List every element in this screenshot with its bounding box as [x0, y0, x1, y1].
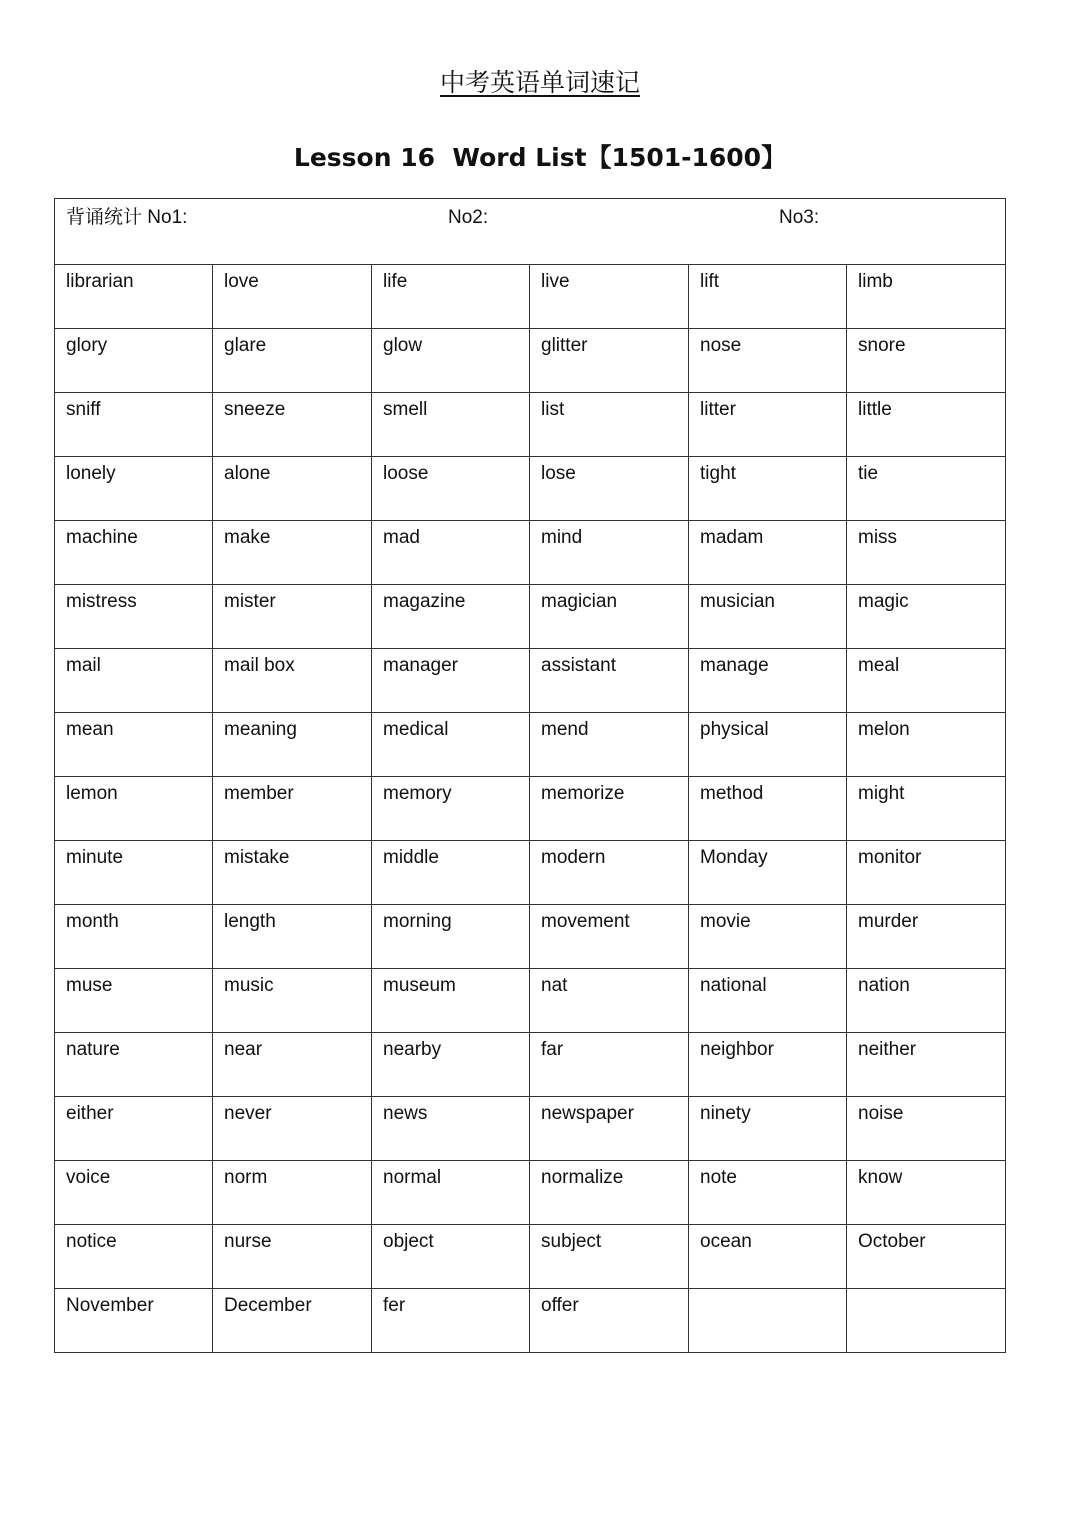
- word-cell: muse: [55, 969, 213, 1033]
- word-cell: notice: [55, 1225, 213, 1289]
- word-cell: newspaper: [530, 1097, 689, 1161]
- word-cell: monitor: [847, 841, 1006, 905]
- word-row: [55, 1289, 1006, 1353]
- word-cell: Monday: [689, 841, 847, 905]
- word-cell: subject: [530, 1225, 689, 1289]
- word-cell: normal: [372, 1161, 530, 1225]
- word-cell: little: [847, 393, 1006, 457]
- word-row: [55, 585, 1006, 649]
- word-cell: museum: [372, 969, 530, 1033]
- word-row: [55, 265, 1006, 329]
- word-cell: length: [213, 905, 372, 969]
- stats-label-no1: 背诵统计 No1:: [66, 207, 188, 228]
- word-cell: miss: [847, 521, 1006, 585]
- word-cell: never: [213, 1097, 372, 1161]
- word-cell: mind: [530, 521, 689, 585]
- stats-row: [55, 199, 1006, 265]
- word-cell: near: [213, 1033, 372, 1097]
- word-cell: neither: [847, 1033, 1006, 1097]
- word-cell: magic: [847, 585, 1006, 649]
- word-cell: madam: [689, 521, 847, 585]
- word-cell: love: [213, 265, 372, 329]
- word-table: [54, 198, 1006, 1353]
- word-row: [55, 841, 1006, 905]
- word-row: [55, 905, 1006, 969]
- word-cell: physical: [689, 713, 847, 777]
- word-cell: mad: [372, 521, 530, 585]
- word-cell: tie: [847, 457, 1006, 521]
- word-cell: November: [55, 1289, 213, 1353]
- word-cell: movement: [530, 905, 689, 969]
- word-cell: [689, 1289, 847, 1353]
- word-cell: middle: [372, 841, 530, 905]
- word-cell: tight: [689, 457, 847, 521]
- word-cell: mistress: [55, 585, 213, 649]
- word-cell: know: [847, 1161, 1006, 1225]
- word-cell: assistant: [530, 649, 689, 713]
- word-cell: glow: [372, 329, 530, 393]
- word-cell: mail box: [213, 649, 372, 713]
- word-cell: nearby: [372, 1033, 530, 1097]
- word-cell: morning: [372, 905, 530, 969]
- word-cell: medical: [372, 713, 530, 777]
- word-cell: sneeze: [213, 393, 372, 457]
- word-cell: ocean: [689, 1225, 847, 1289]
- word-cell: December: [213, 1289, 372, 1353]
- word-cell: lonely: [55, 457, 213, 521]
- word-cell: memory: [372, 777, 530, 841]
- word-cell: far: [530, 1033, 689, 1097]
- word-row: [55, 649, 1006, 713]
- word-cell: glitter: [530, 329, 689, 393]
- word-cell: litter: [689, 393, 847, 457]
- word-cell: voice: [55, 1161, 213, 1225]
- word-cell: modern: [530, 841, 689, 905]
- word-cell: glare: [213, 329, 372, 393]
- word-cell: national: [689, 969, 847, 1033]
- word-cell: normalize: [530, 1161, 689, 1225]
- word-cell: mister: [213, 585, 372, 649]
- stats-label-no2: No2:: [448, 207, 489, 228]
- word-cell: machine: [55, 521, 213, 585]
- word-row: [55, 521, 1006, 585]
- word-row: [55, 713, 1006, 777]
- document-title-text: 中考英语单词速记: [439, 68, 640, 97]
- word-cell: nation: [847, 969, 1006, 1033]
- word-cell: loose: [372, 457, 530, 521]
- word-row: [55, 777, 1006, 841]
- word-cell: method: [689, 777, 847, 841]
- word-cell: member: [213, 777, 372, 841]
- word-cell: nature: [55, 1033, 213, 1097]
- word-cell: live: [530, 265, 689, 329]
- word-cell: [847, 1289, 1006, 1353]
- lesson-title: Lesson 16 Word List【1501-1600】: [293, 143, 787, 172]
- word-cell: manage: [689, 649, 847, 713]
- word-cell: musician: [689, 585, 847, 649]
- word-cell: might: [847, 777, 1006, 841]
- word-row: [55, 1033, 1006, 1097]
- word-cell: sniff: [55, 393, 213, 457]
- word-row: [55, 969, 1006, 1033]
- word-cell: glory: [55, 329, 213, 393]
- word-cell: mistake: [213, 841, 372, 905]
- word-table-body: [55, 199, 1006, 1353]
- word-cell: object: [372, 1225, 530, 1289]
- word-cell: nurse: [213, 1225, 372, 1289]
- word-cell: note: [689, 1161, 847, 1225]
- word-cell: memorize: [530, 777, 689, 841]
- word-cell: meaning: [213, 713, 372, 777]
- word-cell: month: [55, 905, 213, 969]
- word-row: [55, 1097, 1006, 1161]
- word-cell: smell: [372, 393, 530, 457]
- word-cell: magician: [530, 585, 689, 649]
- word-cell: October: [847, 1225, 1006, 1289]
- stats-labels: [66, 206, 1005, 230]
- word-cell: list: [530, 393, 689, 457]
- word-row: [55, 457, 1006, 521]
- document-title: [0, 66, 1080, 100]
- word-row: [55, 329, 1006, 393]
- word-cell: ninety: [689, 1097, 847, 1161]
- word-cell: magazine: [372, 585, 530, 649]
- word-cell: lemon: [55, 777, 213, 841]
- word-cell: alone: [213, 457, 372, 521]
- word-cell: mend: [530, 713, 689, 777]
- stats-cell: [55, 199, 1006, 265]
- word-row: [55, 1161, 1006, 1225]
- word-cell: news: [372, 1097, 530, 1161]
- word-cell: manager: [372, 649, 530, 713]
- word-cell: lose: [530, 457, 689, 521]
- word-row: [55, 1225, 1006, 1289]
- word-cell: make: [213, 521, 372, 585]
- stats-label-no3: No3:: [779, 207, 820, 228]
- word-cell: norm: [213, 1161, 372, 1225]
- word-cell: limb: [847, 265, 1006, 329]
- word-cell: lift: [689, 265, 847, 329]
- word-cell: melon: [847, 713, 1006, 777]
- word-cell: nose: [689, 329, 847, 393]
- word-cell: mean: [55, 713, 213, 777]
- word-cell: murder: [847, 905, 1006, 969]
- word-cell: movie: [689, 905, 847, 969]
- word-cell: fer: [372, 1289, 530, 1353]
- word-cell: meal: [847, 649, 1006, 713]
- word-cell: noise: [847, 1097, 1006, 1161]
- word-cell: music: [213, 969, 372, 1033]
- word-cell: mail: [55, 649, 213, 713]
- word-cell: snore: [847, 329, 1006, 393]
- word-cell: life: [372, 265, 530, 329]
- word-row: [55, 393, 1006, 457]
- word-cell: offer: [530, 1289, 689, 1353]
- word-cell: minute: [55, 841, 213, 905]
- word-cell: neighbor: [689, 1033, 847, 1097]
- word-cell: either: [55, 1097, 213, 1161]
- word-cell: nat: [530, 969, 689, 1033]
- word-cell: librarian: [55, 265, 213, 329]
